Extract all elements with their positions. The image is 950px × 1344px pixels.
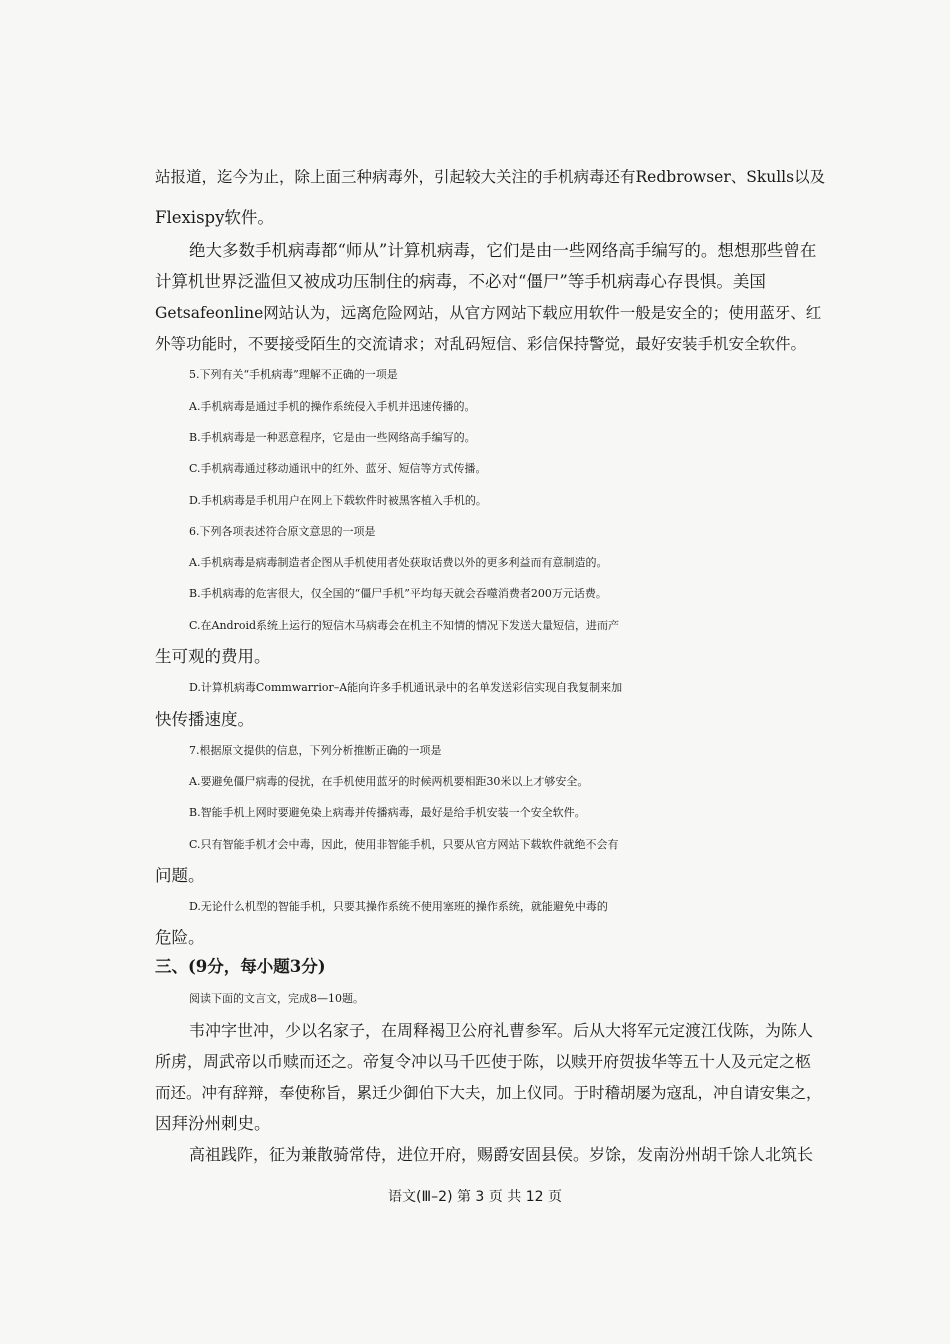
option-7d: D.无论什么机型的智能手机，只要其操作系统不使用塞班的操作系统，就能避免中毒的 xyxy=(189,900,608,913)
classical-text-line: 韦冲字世冲，少以名家子，在周释褐卫公府礼曹参军。后从大将军元定渡江伐陈，为陈人 xyxy=(189,1021,814,1040)
text-line: Flexispy软件。 xyxy=(155,208,274,227)
option-6c-cont: 生可观的费用。 xyxy=(155,647,271,666)
option-5d: D.手机病毒是手机用户在网上下载软件时被黑客植入手机的。 xyxy=(189,494,487,507)
question-5: 5.下列有关“手机病毒”理解不正确的一项是 xyxy=(189,368,398,381)
section-heading: 三、(9分，每小题3分) xyxy=(155,957,326,976)
option-7b: B.智能手机上网时要避免染上病毒并传播病毒，最好是给手机安装一个安全软件。 xyxy=(189,806,586,819)
text-line: Getsafeonline网站认为，远离危险网站，从官方网站下载应用软件一般是安全的；使用蓝牙、红 xyxy=(155,304,822,322)
option-7c-cont: 问题。 xyxy=(155,866,205,885)
classical-text-line: 因拜汾州刺史。 xyxy=(155,1114,271,1133)
question-7: 7.根据原文提供的信息，下列分析推断正确的一项是 xyxy=(189,744,442,757)
classical-text-line: 高祖践阼，征为兼散骑常侍，进位开府，赐爵安固县侯。岁馀，发南汾州胡千馀人北筑长 xyxy=(189,1145,814,1164)
option-6b: B.手机病毒的危害很大，仅全国的“僵尸手机”平均每天就会吞噬消费者200万元话费。 xyxy=(189,587,607,600)
option-7c: C.只有智能手机才会中毒，因此，使用非智能手机，只要从官方网站下载软件就绝不会有 xyxy=(189,838,619,851)
reading-instruction: 阅读下面的文言文，完成8—10题。 xyxy=(189,992,364,1005)
classical-text-line: 所虏，周武帝以币赎而还之。帝复令冲以马千匹使于陈，以赎开府贺拔华等五十人及元定之柩 xyxy=(155,1052,812,1071)
option-6c: C.在Android系统上运行的短信木马病毒会在机主不知情的情况下发送大量短信，进而产 xyxy=(189,619,620,632)
classical-text-line: 而还。冲有辞辩，奉使称旨，累迁少御伯下大夫，加上仪同。于时稽胡屡为寇乱，冲自请安集之， xyxy=(155,1084,822,1102)
option-6d: D.计算机病毒Commwarrior–A能向许多手机通讯录中的名单发送彩信实现自我复制来加 xyxy=(189,681,623,694)
option-7a: A.要避免僵尸病毒的侵扰，在手机使用蓝牙的时候两机要相距30米以上才够安全。 xyxy=(189,775,589,788)
option-6d-cont: 快传播速度。 xyxy=(155,710,254,729)
option-5a: A.手机病毒是通过手机的操作系统侵入手机并迅速传播的。 xyxy=(189,400,476,413)
paragraph-start: 绝大多数手机病毒都“师从”计算机病毒，它们是由一些网络高手编写的。想想那些曾在 xyxy=(189,241,817,260)
option-5c: C.手机病毒通过移动通讯中的红外、蓝牙、短信等方式传播。 xyxy=(189,462,487,475)
option-6a: A.手机病毒是病毒制造者企图从手机使用者处获取话费以外的更多利益而有意制造的。 xyxy=(189,556,608,569)
text-line: 外等功能时，不要接受陌生的交流请求；对乱码短信、彩信保持警觉，最好安装手机安全软件。 xyxy=(155,335,807,353)
option-5b: B.手机病毒是一种恶意程序，它是由一些网络高手编写的。 xyxy=(189,431,476,444)
text-line: 站报道，迄今为止，除上面三种病毒外，引起较大关注的手机病毒还有Redbrowser、Skulls以及 xyxy=(155,168,826,186)
page-footer: 语文(Ⅲ–2) 第 3 页 共 12 页 xyxy=(388,1189,562,1205)
question-6: 6.下列各项表述符合原文意思的一项是 xyxy=(189,525,376,538)
text-line: 计算机世界泛滥但又被成功压制住的病毒，不必对“僵尸”等手机病毒心存畏惧。美国 xyxy=(155,272,766,291)
option-7d-cont: 危险。 xyxy=(155,928,205,947)
